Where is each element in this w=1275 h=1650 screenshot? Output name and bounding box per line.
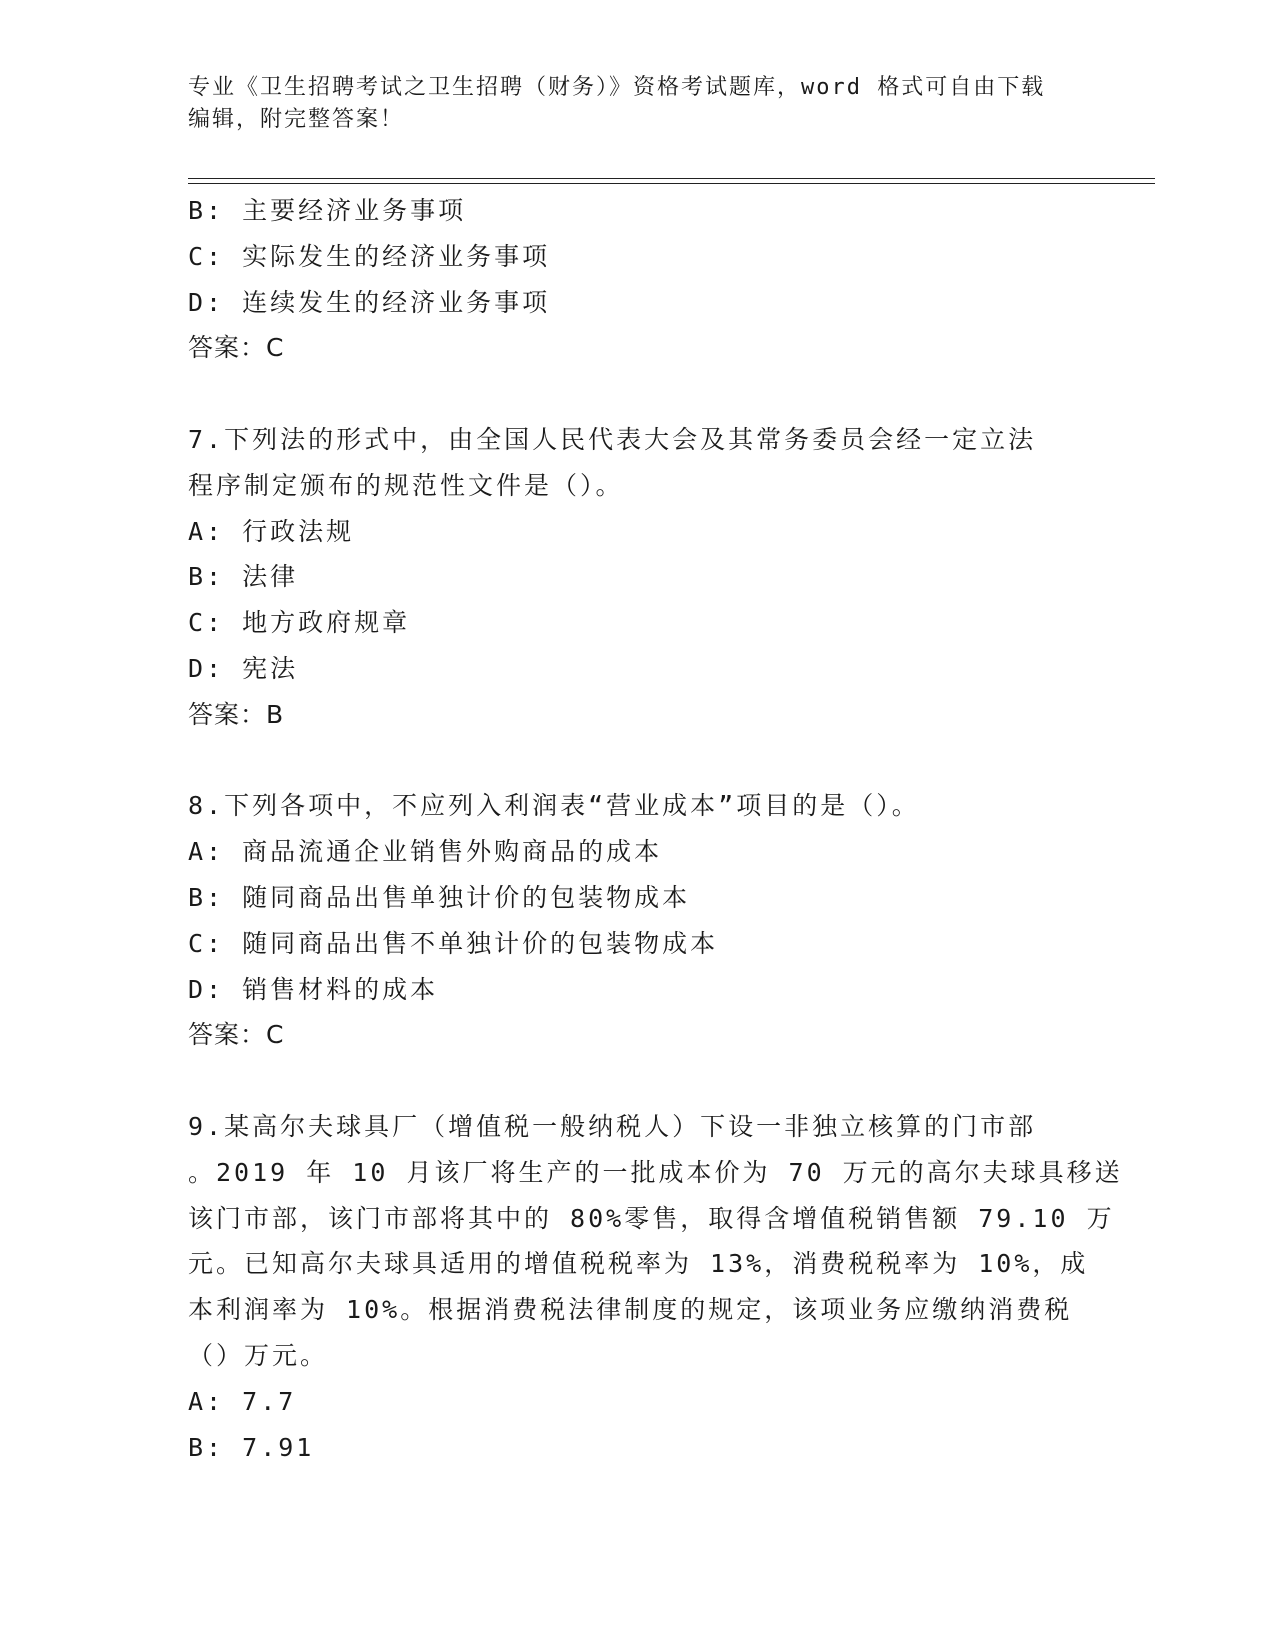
question-stem: 。2019 年 10 月该厂将生产的一批成本价为 70 万元的高尔夫球具移送 <box>188 1157 1123 1187</box>
option-line: B: 随同商品出售单独计价的包装物成本 <box>188 882 691 912</box>
spacer <box>188 371 1088 417</box>
question-stem: 程序制定颁布的规范性文件是（）。 <box>188 470 624 500</box>
spacer <box>188 1058 1088 1104</box>
option-line: A: 商品流通企业销售外购商品的成本 <box>188 837 663 867</box>
option-line: C: 随同商品出售不单独计价的包装物成本 <box>188 928 719 958</box>
answer-line: 答案：B <box>188 699 285 729</box>
option-line: D: 销售材料的成本 <box>188 974 439 1004</box>
option-line: B: 法律 <box>188 562 299 592</box>
header-line-1: 专业《卫生招聘考试之卫生招聘（财务）》资格考试题库，word 格式可自由下载 <box>188 75 1046 100</box>
answer-line: 答案：C <box>188 333 285 363</box>
header-line-2: 编辑，附完整答案！ <box>188 107 405 132</box>
question-stem: 8.下列各项中，不应列入利润表“营业成本”项目的是（）。 <box>188 791 920 821</box>
option-line: A: 行政法规 <box>188 516 355 546</box>
question-stem: 该门市部，该门市部将其中的 80%零售，取得含增值税销售额 79.10 万 <box>188 1203 1115 1233</box>
question-list <box>188 188 1123 1470</box>
option-line: D: 连续发生的经济业务事项 <box>188 287 551 317</box>
option-line: B: 7.91 <box>188 1432 315 1462</box>
question-stem: 7.下列法的形式中，由全国人民代表大会及其常务委员会经一定立法 <box>188 424 1037 454</box>
question-stem: 9.某高尔夫球具厂（增值税一般纳税人）下设一非独立核算的门市部 <box>188 1111 1037 1141</box>
option-line: A: 7.7 <box>188 1386 297 1416</box>
question-stem: （）万元。 <box>188 1340 329 1370</box>
option-line: C: 地方政府规章 <box>188 608 411 638</box>
header-divider-bottom <box>188 183 1155 184</box>
document-header <box>188 72 1068 136</box>
option-line: C: 实际发生的经济业务事项 <box>188 241 551 271</box>
question-stem: 元。已知高尔夫球具适用的增值税税率为 13%，消费税税率为 10%，成 <box>188 1249 1089 1279</box>
option-line: B: 主要经济业务事项 <box>188 196 467 225</box>
spacer <box>188 738 1088 784</box>
option-line: D: 宪法 <box>188 653 299 683</box>
header-divider-top <box>188 178 1155 179</box>
answer-line: 答案：C <box>188 1020 285 1050</box>
question-stem: 本利润率为 10%。根据消费税法律制度的规定，该项业务应缴纳消费税 <box>188 1295 1073 1325</box>
